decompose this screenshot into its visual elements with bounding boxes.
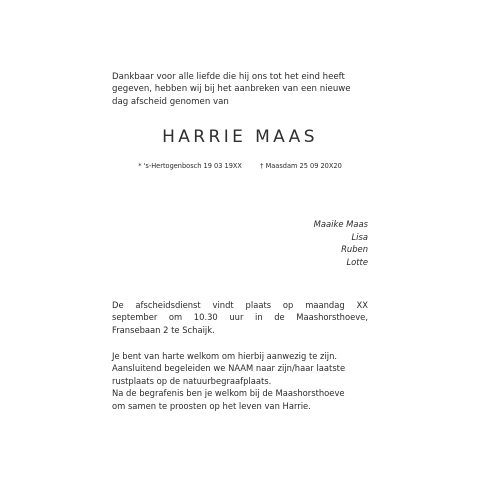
closing-line: Je bent van harte welkom om hierbij aanwezig te zijn.: [112, 351, 338, 361]
intro-line: gegeven, hebben wij bij het aanbreken van een nieuwe: [112, 84, 351, 95]
closing-line: rustplaats op de natuurbegraafplaats.: [112, 375, 272, 386]
intro-line: Dankbaar voor alle liefde die hij ons tot het eind heeft: [112, 72, 345, 82]
closing-text: [112, 350, 372, 412]
intro-line: dag afscheid genomen van: [112, 96, 229, 107]
service-details: [112, 299, 368, 336]
intro-text: [112, 71, 372, 108]
birth-date: * 's-Hertogenbosch 19 03 19XX: [138, 162, 242, 170]
deceased-name: HARRIE MAAS: [162, 127, 318, 147]
death-date: † Maasdam 25 09 20X20: [260, 162, 342, 170]
closing-line: Aansluitend begeleiden we NAAM naar zijn/haar laatste: [112, 363, 346, 374]
service-line: Fransebaan 2 te Schaijk.: [112, 324, 215, 335]
life-dates: [0, 162, 480, 170]
service-line: De afscheidsdienst vindt plaats op maandag XX: [112, 300, 368, 310]
service-line: september om 10.30 uur in de Maashorsthoeve,: [112, 312, 368, 323]
survivor-name: Ruben: [341, 244, 368, 255]
survivors-list: [314, 218, 368, 268]
closing-line: Na de begrafenis ben je welkom bij de Maashorsthoeve: [112, 388, 345, 399]
closing-line: om samen te proosten op het leven van Harrie.: [112, 400, 311, 411]
survivor-name: Lisa: [351, 231, 368, 242]
survivor-name: Maaike Maas: [313, 219, 368, 229]
survivor-name: Lotte: [346, 256, 368, 267]
